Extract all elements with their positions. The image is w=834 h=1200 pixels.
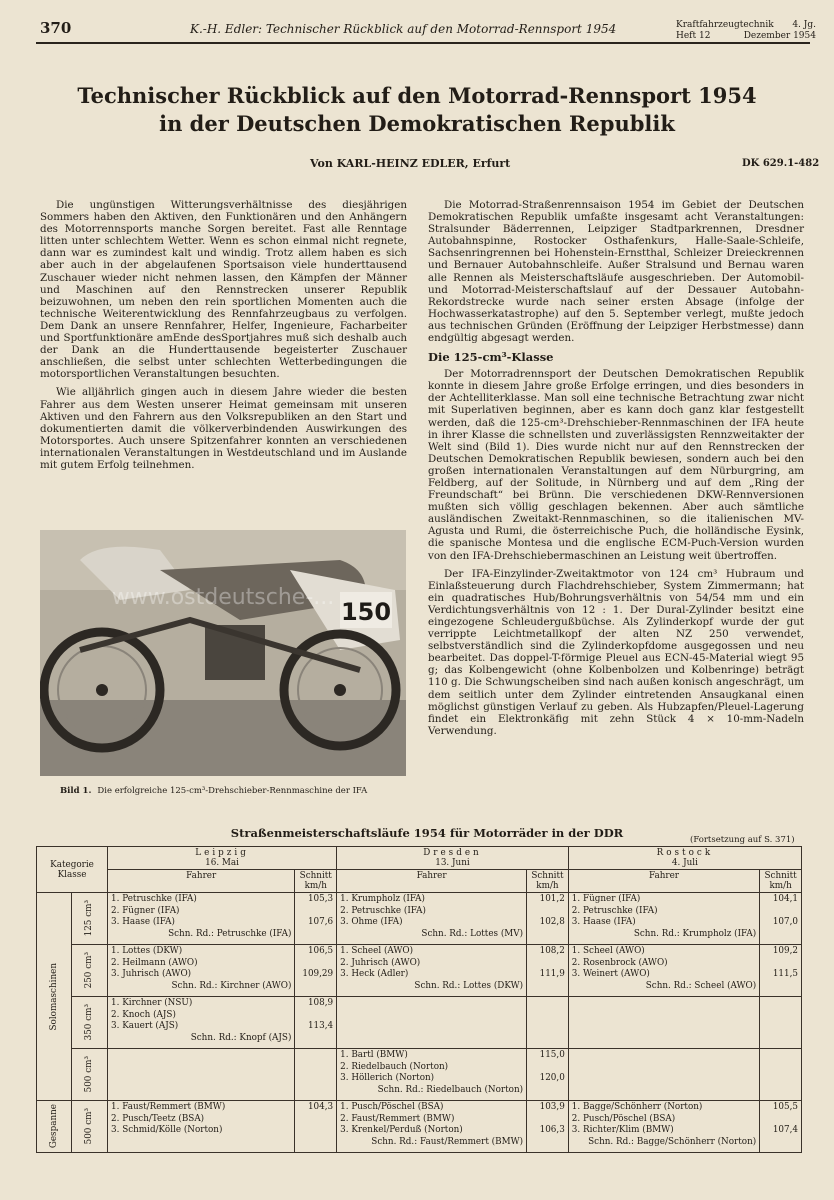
driver-entry: 2. Pusch/Teetz (BSA) <box>111 1113 205 1124</box>
spacer <box>530 1114 565 1126</box>
fastest-speed: 107,4 <box>772 1125 798 1135</box>
driver-cell <box>568 997 759 1049</box>
speed-cell <box>295 893 337 945</box>
class-cell <box>71 1049 107 1101</box>
driver-cell <box>568 893 759 945</box>
journal-info <box>676 20 816 42</box>
figure-caption <box>60 786 367 796</box>
avg-speed: 105,5 <box>772 1102 798 1112</box>
fastest-lap: Schn. Rd.: Petruschke (IFA) <box>168 928 292 939</box>
driver-entry: 2. Riedelbauch (Norton) <box>340 1061 449 1072</box>
driver-entry: 1. Bagge/Schönherr (Norton) <box>571 1102 703 1112</box>
class-cell <box>71 997 107 1049</box>
table-continuation: (Fortsetzung auf S. 371) <box>690 835 795 845</box>
fastest-lap: Schn. Rd.: Lottes (MV) <box>421 928 524 939</box>
fastest-speed: 107,6 <box>307 917 334 927</box>
driver-entry: 3. Heck (Adler) <box>340 969 409 979</box>
driver-cell <box>337 945 527 997</box>
driver-cell <box>568 1049 759 1101</box>
byline: Von KARL-HEINZ EDLER, Erfurt <box>310 157 511 170</box>
driver-cell <box>108 1049 295 1101</box>
spacer <box>530 906 565 918</box>
kmh-label: km/h <box>769 881 792 891</box>
speed-cell <box>760 1049 802 1101</box>
driver-entry: 1. Faust/Remmert (BMW) <box>111 1102 226 1112</box>
driver-entry: 2. Fügner (IFA) <box>111 905 180 916</box>
group-label: Solomaschinen <box>48 962 59 1031</box>
fastest-lap: Schn. Rd.: Bagge/Schönherr (Norton) <box>588 1136 757 1147</box>
driver-entry: 2. Petruschke (IFA) <box>571 905 658 916</box>
kmh-label: km/h <box>536 881 559 891</box>
avg-speed: 115,0 <box>539 1050 565 1060</box>
driver-entry: 1. Petruschke (IFA) <box>111 894 197 904</box>
speed-cell <box>760 1101 802 1153</box>
fastest-speed: 109,29 <box>302 969 334 979</box>
header-kategorie <box>37 847 108 893</box>
motorcycle-photo <box>40 530 406 776</box>
fastest-lap: Schn. Rd.: Riedelbauch (Norton) <box>377 1084 524 1095</box>
avg-speed: 101,2 <box>539 894 565 904</box>
journal-name: Kraftfahrzeugtechnik <box>676 20 774 30</box>
fastest-lap: Schn. Rd.: Scheel (AWO) <box>645 980 757 991</box>
driver-entry: 1. Kirchner (NSU) <box>111 998 193 1008</box>
table-row <box>37 945 802 997</box>
driver-entry: 1. Krumpholz (IFA) <box>340 894 425 904</box>
driver-entry: 2. Juhrisch (AWO) <box>340 957 421 968</box>
speed-cell <box>295 1049 337 1101</box>
driver-entry: 2. Petruschke (IFA) <box>340 905 426 916</box>
fastest-speed: 120,0 <box>539 1073 565 1083</box>
table-subheader-row <box>37 870 802 893</box>
watermark: www.ostdeutsche-... <box>111 585 335 610</box>
klasse-label: Klasse <box>57 869 87 880</box>
results-table <box>36 846 802 1153</box>
fastest-lap: Schn. Rd.: Knopf (AJS) <box>190 1032 292 1043</box>
avg-speed: 108,9 <box>307 998 334 1008</box>
spacer <box>530 958 565 970</box>
title-line-2: in der Deutschen Demokratischen Republik <box>159 111 675 136</box>
driver-cell <box>108 1101 295 1153</box>
class-label: 250 cm³ <box>84 952 95 989</box>
spacer <box>298 958 333 970</box>
section-heading: Die 125-cm³-Klasse <box>428 350 554 365</box>
driver-entry: 3. Juhrisch (AWO) <box>111 969 192 979</box>
fastest-lap: Schn. Rd.: Kirchner (AWO) <box>171 980 292 991</box>
driver-entry: 3. Weinert (AWO) <box>571 969 650 979</box>
spacer <box>298 906 333 918</box>
venue-city: Leipzig <box>195 848 249 858</box>
journal-date: Dezember 1954 <box>743 31 816 41</box>
fastest-speed: 107,0 <box>772 917 798 927</box>
table-body <box>37 893 802 1153</box>
avg-speed: 104,3 <box>307 1102 334 1112</box>
driver-entry: 2. Pusch/Pöschel (BSA) <box>571 1113 676 1124</box>
class-label: 125 cm³ <box>84 900 95 937</box>
header-rule <box>36 42 810 44</box>
fastest-speed: 111,9 <box>539 969 565 979</box>
figure-label: Bild 1. <box>60 786 92 796</box>
driver-entry: 3. Ohme (IFA) <box>340 917 403 927</box>
speed-cell <box>295 997 337 1049</box>
class-cell <box>71 893 107 945</box>
speed-cell <box>760 997 802 1049</box>
table-row <box>37 1101 802 1153</box>
speed-cell <box>295 1101 337 1153</box>
fastest-lap: Schn. Rd.: Lottes (DKW) <box>414 980 524 991</box>
fahrer-header: Fahrer <box>108 870 295 893</box>
speed-cell <box>295 945 337 997</box>
avg-speed: 108,2 <box>539 946 565 956</box>
spacer <box>763 1114 798 1126</box>
spacer <box>298 1010 333 1022</box>
right-intro: Die Motorrad-Straßenrennsaison 1954 im Gebiet der Deutschen Demokratischen Republik umfaßte insgesamt acht Veranstaltungen: Stralsunder Bäderrennen, Leipziger Stadtparkrennen, Dresdner Autobahnspinne, Rostocker Osthafenkurs, Halle-Saale-Schleife, Sachsenringrennen bei Hohenstein-Ernstthal, Schleizer Dreieckrennen und Bernauer Autobahnschleife. Außer Stralsund und Bernau waren alle Rennen als Meisterschaftsläufe ausgeschrieben. Der Automobil- und Motorrad-Meisterschaftslauf auf der Dessauer Autobahn-Rekordstrecke wurde nach seiner ersten Absage (infolge der Hochwasserkatastrophe) auf den 5. September verlegt, mußte jedoch aus technischen Gründen (Eröffnung der Leipziger Herbstmesse) dann endgültig abgesagt werden. <box>428 199 804 345</box>
fastest-speed: 111,5 <box>772 969 798 979</box>
driver-entry: 1. Pusch/Pöschel (BSA) <box>340 1102 444 1112</box>
driver-cell <box>337 893 527 945</box>
table-row <box>37 1049 802 1101</box>
driver-entry: 2. Faust/Remmert (BMW) <box>340 1113 455 1124</box>
avg-speed: 105,3 <box>307 894 334 904</box>
group-cell <box>37 893 72 1101</box>
schnitt-label: Schnitt <box>764 871 797 881</box>
driver-cell <box>568 945 759 997</box>
class-cell <box>71 1101 107 1153</box>
schnitt-label: Schnitt <box>299 871 332 881</box>
fastest-lap: Schn. Rd.: Faust/Remmert (BMW) <box>371 1136 524 1147</box>
speed-cell <box>527 1101 569 1153</box>
journal-volume: 4. Jg. <box>792 20 816 30</box>
table-header-row <box>37 847 802 870</box>
spacer <box>530 1062 565 1074</box>
driver-cell <box>337 1049 527 1101</box>
schnitt-header <box>760 870 802 893</box>
table-title: Straßenmeisterschaftsläufe 1954 für Motorräder in der DDR <box>230 826 624 840</box>
schnitt-header <box>527 870 569 893</box>
driver-cell <box>568 1101 759 1153</box>
venue-city: Dresden <box>423 848 482 858</box>
driver-cell <box>337 997 527 1049</box>
driver-entry: 3. Krenkel/Perduß (Norton) <box>340 1125 463 1135</box>
avg-speed: 106,5 <box>307 946 334 956</box>
driver-entry: 3. Höllerich (Norton) <box>340 1073 435 1083</box>
spacer <box>763 906 798 918</box>
speed-cell <box>527 997 569 1049</box>
driver-entry: 3. Haase (IFA) <box>571 917 636 927</box>
class-label: 500 cm³ <box>84 1056 95 1093</box>
fastest-speed: 113,4 <box>307 1021 334 1031</box>
venue-date: 13. Juni <box>435 858 470 868</box>
driver-entry: 3. Haase (IFA) <box>111 917 175 927</box>
dk-classification: DK 629.1-482 <box>742 158 820 169</box>
fahrer-header: Fahrer <box>337 870 527 893</box>
driver-entry: 1. Fügner (IFA) <box>571 894 641 904</box>
fastest-speed: 102,8 <box>539 917 565 927</box>
class-cell <box>71 945 107 997</box>
venue-header <box>337 847 569 870</box>
page-number: 370 <box>40 19 72 37</box>
journal-issue: Heft 12 <box>676 31 711 41</box>
driver-entry: 2. Heilmann (AWO) <box>111 957 198 968</box>
spacer <box>763 958 798 970</box>
avg-speed: 104,1 <box>772 894 798 904</box>
table-row <box>37 893 802 945</box>
driver-entry: 3. Schmid/Kölle (Norton) <box>111 1125 223 1135</box>
speed-cell <box>760 945 802 997</box>
left-column <box>40 199 407 477</box>
right-column <box>428 199 804 743</box>
kategorie-label: Kategorie <box>50 859 94 870</box>
venue-header <box>108 847 337 870</box>
driver-entry: 1. Lottes (DKW) <box>111 946 183 956</box>
table-row <box>37 997 802 1049</box>
race-number: 150 <box>340 598 392 626</box>
figure-caption-text: Die erfolgreiche 125-cm³-Drehschieber-Rennmaschine der IFA <box>97 786 368 796</box>
driver-entry: 2. Knoch (AJS) <box>111 1009 176 1020</box>
driver-entry: 2. Rosenbrock (AWO) <box>571 957 668 968</box>
avg-speed: 109,2 <box>772 946 798 956</box>
title-line-1: Technischer Rückblick auf den Motorrad-Rennsport 1954 <box>77 83 757 108</box>
fahrer-header: Fahrer <box>568 870 759 893</box>
venue-date: 16. Mai <box>205 858 239 868</box>
left-paragraph-1: Die ungünstigen Witterungsverhältnisse des diesjährigen Sommers haben den Aktiven, den Funktionären und den Anhängern des Motorrennsports manche Sorgen bereitet. Fast alle Renntage litten unter schlechtem Wetter. Wenn es schon einmal nicht regnete, dann war es zumindest kalt und windig. Trotz allem haben es sich aber auch in der abgelaufenen Sportsaison viele hunderttausend Zuschauer wieder nicht nehmen lassen, den Kämpfen der Männer und Maschinen auf den Rennstrecken unserer Republik beizuwohnen, um neben den rein sportlichen Momenten auch die technische Weiterentwicklung des Rennfahrzeugbaus zu verfolgen. Dem Dank an unsere Rennfahrer, Helfer, Ingenieure, Facharbeiter und Sportfunktionäre amEnde desSportjahres muß sich deshalb auch der Dank an die Hunderttausende begeisterter Zuschauer anschließen, die selbst unter schlechten Wetterbedingungen die motorsportlichen Veranstaltungen besuchten. <box>40 199 407 381</box>
fastest-lap: Schn. Rd.: Krumpholz (IFA) <box>633 928 757 939</box>
driver-entry: 1. Scheel (AWO) <box>571 946 645 956</box>
right-paragraph-2: Der IFA-Einzylinder-Zweitaktmotor von 124 cm³ Hubraum und Einlaßsteuerung durch Flachdrehschieber, System Zimmermann; hat ein quadratisches Hub/Bohrungsverhältnis von 54/54 mm und ein Verdichtungsverhältnis von 12 : 1. Der Dural-Zylinder besitzt eine eingezogene Schleudergußbüchse. Als Zylinderkopf wurde der gut verrippte Leichtmetallkopf der alten NZ 250 verwendet, selbstverständlich sind die Zylinderkopfdome ausgegossen und neu bearbeitet. Das doppel-T-förmige Pleuel aus ECN-45-Material wiegt 95 g; das Kolbengewicht (ohne Kolbenbolzen und Kolbenringe) beträgt 110 g. Die Schwungscheiben sind nach außen konisch angeschrägt, um dem seitlich unter dem Zylinder eintretenden Ansaugkanal einen möglichst günstigen Verlauf zu geben. Als Hubzapfen/Pleuel-Lagerung findet ein Elektronkäfig mit zehn Stück 4 × 10-mm-Nadeln Verwendung. <box>428 567 804 737</box>
driver-cell <box>108 997 295 1049</box>
avg-speed: 103,9 <box>539 1102 565 1112</box>
kmh-label: km/h <box>304 881 327 891</box>
schnitt-header <box>295 870 337 893</box>
venue-city: Rostock <box>656 848 714 858</box>
venue-date: 4. Juli <box>671 858 698 868</box>
driver-entry: 1. Bartl (BMW) <box>340 1050 408 1060</box>
class-label: 350 cm³ <box>84 1004 95 1041</box>
right-paragraph-1: Der Motorradrennsport der Deutschen Demokratischen Republik konnte in diesem Jahre große Erfolge erringen, und dies besonders in der Achtelliterklasse. Man soll eine technische Betrachtung zwar nicht mit Superlativen beginnen, aber es kann doch ganz klar festgestellt werden, daß die 125-cm³-Drehschieber-Rennmaschinen der IFA heute in ihrer Klasse die schnellsten und zuverlässigsten Rennzweitakter der Welt sind (Bild 1). Dies wurde nicht nur auf den Rennstrecken der Deutschen Demokratischen Republik bewiesen, sondern auch bei den großen internationalen Veranstaltungen auf dem Nürburgring, am Feldberg, auf der Solitude, in Nürnberg und auf dem „Ring der Freundschaft“ bei Brünn. Die verschiedenen DKW-Rennversionen mußten sich völlig geschlagen bekennen. Aber auch sämtliche ausländischen Zweitakt-Rennmaschinen, so die italienischen MV-Agusta und Rumi, die österreichische Puch, die holländische Eysink, die spanische Montesa und die englische ECM-Puch-Version wurden von den IFA-Drehschiebermaschinen an Leistung weit übertroffen. <box>428 368 804 562</box>
speed-cell <box>527 945 569 997</box>
running-title: K.-H. Edler: Technischer Rückblick auf den Motorrad-Rennsport 1954 <box>190 22 617 36</box>
driver-entry: 1. Scheel (AWO) <box>340 946 414 956</box>
driver-entry: 3. Richter/Klim (BMW) <box>571 1125 674 1135</box>
speed-cell <box>527 893 569 945</box>
speed-cell <box>760 893 802 945</box>
driver-cell <box>108 945 295 997</box>
driver-cell <box>337 1101 527 1153</box>
motorcycle-illustration <box>40 530 406 776</box>
speed-cell <box>527 1049 569 1101</box>
driver-entry: 3. Kauert (AJS) <box>111 1021 179 1031</box>
group-cell <box>37 1101 72 1153</box>
class-label: 500 cm³ <box>84 1108 95 1145</box>
article-title <box>40 82 794 138</box>
left-paragraph-2: Wie alljährlich gingen auch in diesem Jahre wieder die besten Fahrer aus dem Westen unserer Heimat gemeinsam mit unseren Aktiven und den Fahrern aus den Volksrepubliken an den Start und dokumentierten damit die völkerverbindenden Auswirkungen des Motorsportes. Auch unsere Spitzenfahrer konnten an verschiedenen internationalen Veranstaltungen in Westdeutschland und im Auslande mit gutem Erfolg teilnehmen. <box>40 386 407 471</box>
venue-header <box>568 847 801 870</box>
group-label: Gespanne <box>48 1104 59 1149</box>
fastest-speed: 106,3 <box>539 1125 565 1135</box>
driver-cell <box>108 893 295 945</box>
schnitt-label: Schnitt <box>531 871 564 881</box>
